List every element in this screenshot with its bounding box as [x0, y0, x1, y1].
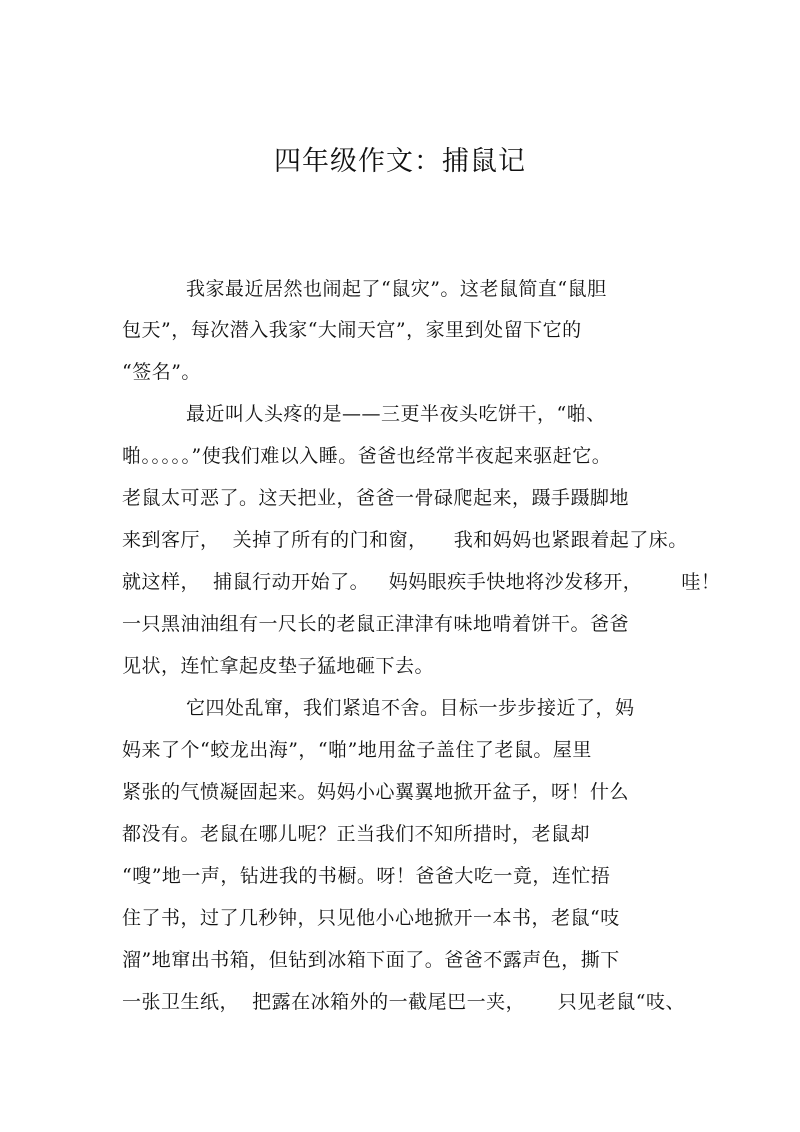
text-line: 来到客厅， 关掉了所有的门和窗， 我和妈妈也紧跟着起了床。	[122, 529, 688, 551]
page-title: 四年级作文：捕鼠记	[274, 146, 526, 177]
text-line: 一张卫生纸， 把露在冰箱外的一截尾巴一夹， 只见老鼠“吱、	[122, 991, 685, 1013]
text-line: 我家最近居然也闹起了“鼠灾”。这老鼠简直“鼠胆	[186, 278, 607, 300]
text-line: 都没有。老鼠在哪儿呢？正当我们不知所措时，老鼠却	[122, 823, 591, 845]
text-line: 包天”，每次潜入我家“大闹天宫”，家里到处留下它的	[122, 319, 582, 341]
text-line: 啪。。。。。”使我们难以入睡。爸爸也经常半夜起来驱赶它。	[122, 445, 612, 467]
text-line: 紧张的气愤凝固起来。妈妈小心翼翼地掀开盆子，呀！什么	[122, 781, 630, 803]
text-line: 见状，连忙拿起皮垫子猛地砸下去。	[122, 655, 435, 677]
text-line: 老鼠太可恶了。这天把业，爸爸一骨碌爬起来，蹑手蹑脚地	[122, 487, 630, 509]
text-line: 它四处乱窜，我们紧追不舍。目标一步步接近了，妈	[186, 697, 635, 719]
text-line: 就这样， 捕鼠行动开始了。 妈妈眼疾手快地将沙发移开， 哇！	[122, 571, 721, 593]
text-line: 妈来了个“蛟龙出海”，“啪”地用盆子盖住了老鼠。屋里	[122, 739, 592, 761]
text-line: “签名”。	[122, 361, 201, 383]
text-line: 一只黑油油组有一尺长的老鼠正津津有味地啃着饼干。爸爸	[122, 613, 630, 635]
text-line: 溜”地窜出书箱，但钻到冰箱下面了。爸爸不露声色，撕下	[122, 949, 620, 971]
text-line: 住了书，过了几秒钟，只见他小心地掀开一本书，老鼠“吱	[122, 907, 620, 929]
text-line: “嗖”地一声，钻进我的书橱。呀！爸爸大吃一竟，连忙捂	[122, 865, 611, 887]
text-line: 最近叫人头疼的是——三更半夜头吃饼干，“啪、	[186, 403, 606, 425]
